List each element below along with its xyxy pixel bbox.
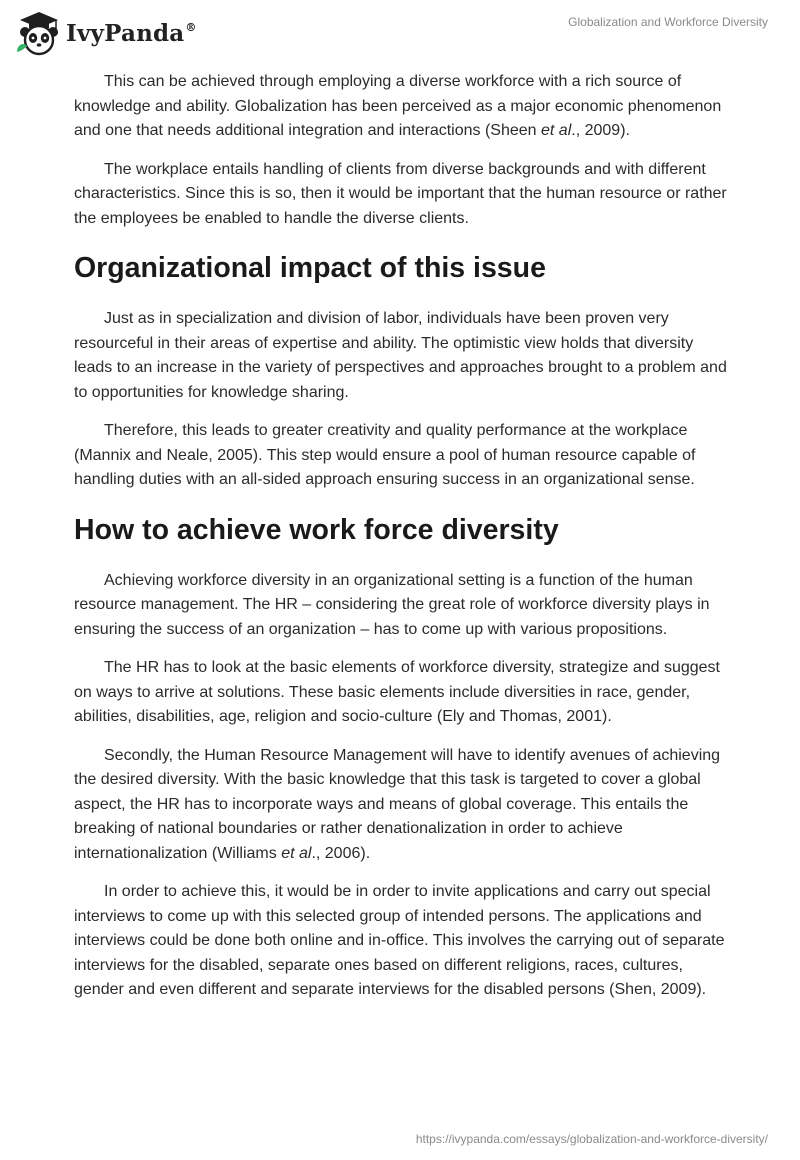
paragraph-4: Therefore, this leads to greater creativity and quality performance at the workplace (Mannix and Neale, 2005). This step would ensure a pool of human resource capable of handling duties with an all-sided approach ensuring success in an organizational sense. bbox=[74, 422, 696, 488]
paragraph-5: Achieving workforce diversity in an organizational setting is a function of the human resource management. The HR – considering the great role of workforce diversity plays in ensuring the success of an organization – has to come up with various propositions. bbox=[74, 571, 710, 638]
source-url-link[interactable]: https://ivypanda.com/essays/globalization-and-workforce-diversity/ bbox=[415, 1132, 768, 1146]
paragraph-8: In order to achieve this, it would be in order to invite applications and carry out special interviews to come up with this selected group of intended persons. The applications and interviews could be done both online and in-office. This involves the carrying out of separate interviews for the disabled, separate ones based on different religions, races, cultures, gender and even different and separate interviews for the disabled persons (Shen, 2009). bbox=[74, 883, 725, 998]
page-header bbox=[0, 0, 800, 64]
heading-how-to-achieve: How to achieve work force diversity bbox=[74, 513, 559, 546]
document-title: Globalization and Workforce Diversity bbox=[568, 15, 768, 29]
brand-name: IvyPanda® bbox=[66, 19, 197, 47]
brand-logo[interactable] bbox=[14, 8, 197, 58]
paragraph-2: The workplace entails handling of clients from diverse backgrounds and with different characteristics. Since this is so, then it would be important that the human resource or rather the employees be enabled to handle the diverse clients. bbox=[74, 160, 727, 227]
paragraph-1: This can be achieved through employing a diverse workforce with a rich source of knowledge and ability. Globalization has been perceived as a major economic phenomenon and one that needs additional integration and interactions (Sheen et al., 2009). bbox=[74, 73, 722, 139]
essay-content bbox=[74, 70, 734, 1017]
paragraph-3: Just as in specialization and division of labor, individuals have been proven very resourceful in their areas of expertise and ability. The optimistic view holds that diversity leads to an increase in the variety of perspectives and approaches brought to a problem and to opportunities for knowledge sharing. bbox=[74, 310, 727, 401]
paragraph-7: Secondly, the Human Resource Management will have to identify avenues of achieving the desired diversity. With the basic knowledge that this task is targeted to cover a global aspect, the HR has to incorporate ways and means of global coverage. This entails the breaking of national boundaries or rather denationalization in order to achieve internationalization (Williams et al., 2006). bbox=[74, 746, 721, 862]
panda-graduate-icon bbox=[14, 8, 64, 58]
heading-organizational-impact: Organizational impact of this issue bbox=[74, 252, 546, 284]
paragraph-6: The HR has to look at the basic elements of workforce diversity, strategize and suggest on ways to arrive at solutions. These basic elements include diversities in race, gender, abilities, disabilities, age, religion and socio-culture (Ely and Thomas, 2001). bbox=[74, 659, 720, 725]
